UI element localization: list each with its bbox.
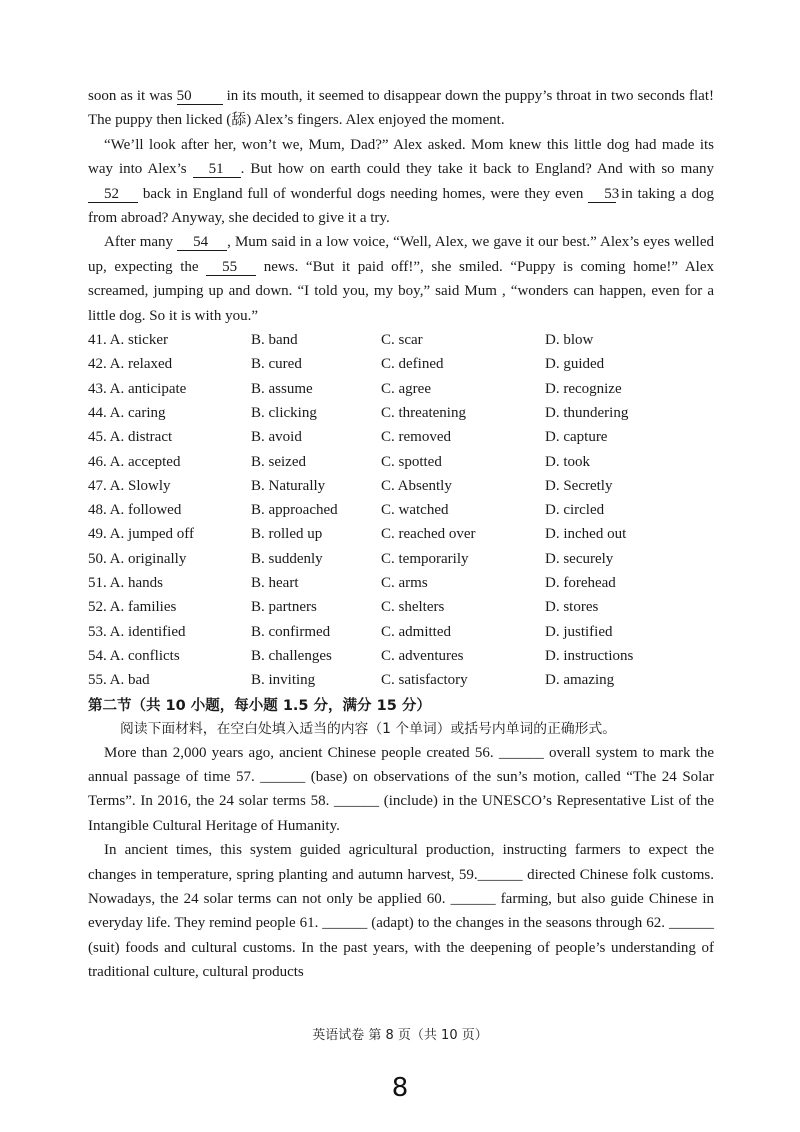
- option-choice: 43. A. anticipate: [88, 380, 187, 397]
- option-row: [88, 571, 714, 595]
- option-choice: B. suddenly: [251, 550, 323, 567]
- passage2-paragraph-1: More than 2,000 years ago, ancient Chinese people created 56. ______ overall system to mark the annual passage of time 57. ______ (base) on observations of the sun’s motion, called “The 24 Solar Terms”. In 2016, the 24 solar terms 58. ______ (include) in the UNESCO’s Representative List of the Intangible Cultural Heritage of Humanity.: [88, 744, 714, 834]
- option-choice: C. admitted: [381, 623, 451, 640]
- option-choice: C. watched: [381, 502, 449, 519]
- option-choice: D. took: [545, 453, 590, 470]
- option-row: [88, 425, 714, 449]
- option-choice: 55. A. bad: [88, 672, 150, 689]
- option-row: [88, 644, 714, 668]
- option-choice: 44. A. caring: [88, 404, 166, 421]
- text-run: news. “But it paid off!”, she smiled. “Puppy is coming home!” Alex screamed, jumping up and down. “I told you, my boy,” said Mum , “wonders can happen, even for a little dog. So it is with you.”: [88, 258, 714, 324]
- option-choice: B. partners: [251, 599, 317, 616]
- option-choice: D. recognize: [545, 380, 622, 397]
- blank-53: 53: [588, 186, 616, 203]
- option-choice: D. securely: [545, 550, 614, 567]
- page-number: 8: [391, 1073, 409, 1103]
- blank-50: 50: [177, 88, 223, 105]
- text-run: After many: [104, 234, 178, 251]
- option-choice: 53. A. identified: [88, 623, 186, 640]
- text-run: . But how on earth could they take it back to England? And with so many: [240, 161, 714, 178]
- option-choice: D. justified: [545, 623, 613, 640]
- passage-paragraph-3: [88, 230, 714, 328]
- option-choice: B. heart: [251, 575, 299, 592]
- option-choice: D. inched out: [545, 526, 627, 543]
- option-row: [88, 474, 714, 498]
- option-row: [88, 522, 714, 546]
- option-row: [88, 668, 714, 692]
- option-choice: D. blow: [545, 332, 594, 349]
- option-choice: B. clicking: [251, 404, 317, 421]
- option-choice: 51. A. hands: [88, 575, 163, 592]
- option-row: [88, 620, 714, 644]
- text-run: “We’ll look after her, won’t we, Mum, Dad?” Alex asked. Mom knew this little dog had made its way into Alex’s: [88, 136, 714, 178]
- option-choice: D. amazing: [545, 672, 615, 689]
- exam-page: [88, 84, 714, 985]
- option-choice: 46. A. accepted: [88, 453, 181, 470]
- option-choice: B. approached: [251, 502, 338, 519]
- option-choice: B. inviting: [251, 672, 316, 689]
- option-choice: B. seized: [251, 453, 306, 470]
- option-choice: D. capture: [545, 429, 608, 446]
- option-choice: C. satisfactory: [381, 672, 468, 689]
- options-list: [88, 328, 714, 692]
- option-choice: D. circled: [545, 502, 605, 519]
- option-choice: 54. A. conflicts: [88, 647, 180, 664]
- page-footer: 英语试卷 第 8 页（共 10 页）: [312, 1028, 488, 1043]
- option-choice: 49. A. jumped off: [88, 526, 194, 543]
- option-choice: B. cured: [251, 356, 302, 373]
- text-run: back in England full of wonderful dogs needing homes, were they even: [138, 185, 589, 202]
- option-row: [88, 498, 714, 522]
- option-choice: 45. A. distract: [88, 429, 173, 446]
- option-choice: C. threatening: [381, 404, 466, 421]
- option-choice: C. Absently: [381, 477, 452, 494]
- option-choice: B. challenges: [251, 647, 332, 664]
- option-choice: C. removed: [381, 429, 451, 446]
- option-choice: B. assume: [251, 380, 313, 397]
- blank-52: 52: [88, 186, 138, 203]
- option-choice: B. avoid: [251, 429, 302, 446]
- option-choice: C. reached over: [381, 526, 476, 543]
- option-row: [88, 352, 714, 376]
- blank-51: 51: [193, 161, 241, 178]
- option-choice: C. adventures: [381, 647, 464, 664]
- option-choice: 48. A. followed: [88, 502, 182, 519]
- option-choice: C. temporarily: [381, 550, 469, 567]
- blank-55: 55: [206, 259, 256, 276]
- option-choice: 52. A. families: [88, 599, 177, 616]
- option-choice: C. shelters: [381, 599, 445, 616]
- option-choice: D. Secretly: [545, 477, 613, 494]
- option-choice: 50. A. originally: [88, 550, 187, 567]
- option-row: [88, 328, 714, 352]
- text-run: in taking a dog from abroad? Anyway, she decided to give it a try.: [88, 185, 714, 227]
- option-choice: D. forehead: [545, 575, 616, 592]
- text-run: soon as it was: [88, 88, 177, 104]
- passage-paragraph-2: [88, 133, 714, 231]
- option-choice: D. stores: [545, 599, 599, 616]
- option-row: [88, 401, 714, 425]
- blank-54: 54: [177, 234, 227, 251]
- option-choice: 42. A. relaxed: [88, 356, 173, 373]
- option-choice: 41. A. sticker: [88, 332, 168, 349]
- option-choice: B. band: [251, 332, 298, 349]
- option-row: [88, 377, 714, 401]
- passage-paragraph-1: [88, 84, 714, 133]
- passage2-paragraph-2: In ancient times, this system guided agricultural production, instructing farmers to expect the changes in temperature, spring planting and autumn harvest, 59.______ directed Chinese folk customs. Nowadays, the 24 solar terms can not only be applied 60. ______ farming, but also guide Chinese in everyday life. They remind people 61. ______ (adapt) to the changes in the seasons through 62. ______ (suit) foods and cultural customs. In the past years, with the deepening of people’s understanding of traditional culture, cultural products: [88, 842, 714, 981]
- option-choice: D. guided: [545, 356, 605, 373]
- section-heading: 第二节（共 10 小题，每小题 1.5 分，满分 15 分）: [88, 697, 431, 714]
- text-run: in its mouth, it seemed to disappear down the puppy’s throat in two seconds flat! The puppy then licked (舔) Alex’s fingers. Alex enjoyed the moment.: [88, 88, 715, 129]
- option-row: [88, 595, 714, 619]
- option-choice: B. rolled up: [251, 526, 323, 543]
- option-choice: C. arms: [381, 575, 428, 592]
- option-choice: B. confirmed: [251, 623, 331, 640]
- section-instruction: 阅读下面材料，在空白处填入适当的内容（1 个单词）或括号内单词的正确形式。: [120, 720, 617, 737]
- option-choice: C. agree: [381, 380, 431, 397]
- option-choice: B. Naturally: [251, 477, 326, 494]
- option-choice: 47. A. Slowly: [88, 477, 171, 494]
- option-choice: D. instructions: [545, 647, 634, 664]
- option-row: [88, 450, 714, 474]
- option-row: [88, 547, 714, 571]
- option-choice: C. scar: [381, 332, 423, 349]
- text-run: , Mum said in a low voice, “Well, Alex, we gave it our best.” Alex’s eyes welled up, expecting the: [88, 234, 714, 275]
- option-choice: D. thundering: [545, 404, 629, 421]
- option-choice: C. defined: [381, 356, 444, 373]
- option-choice: C. spotted: [381, 453, 442, 470]
